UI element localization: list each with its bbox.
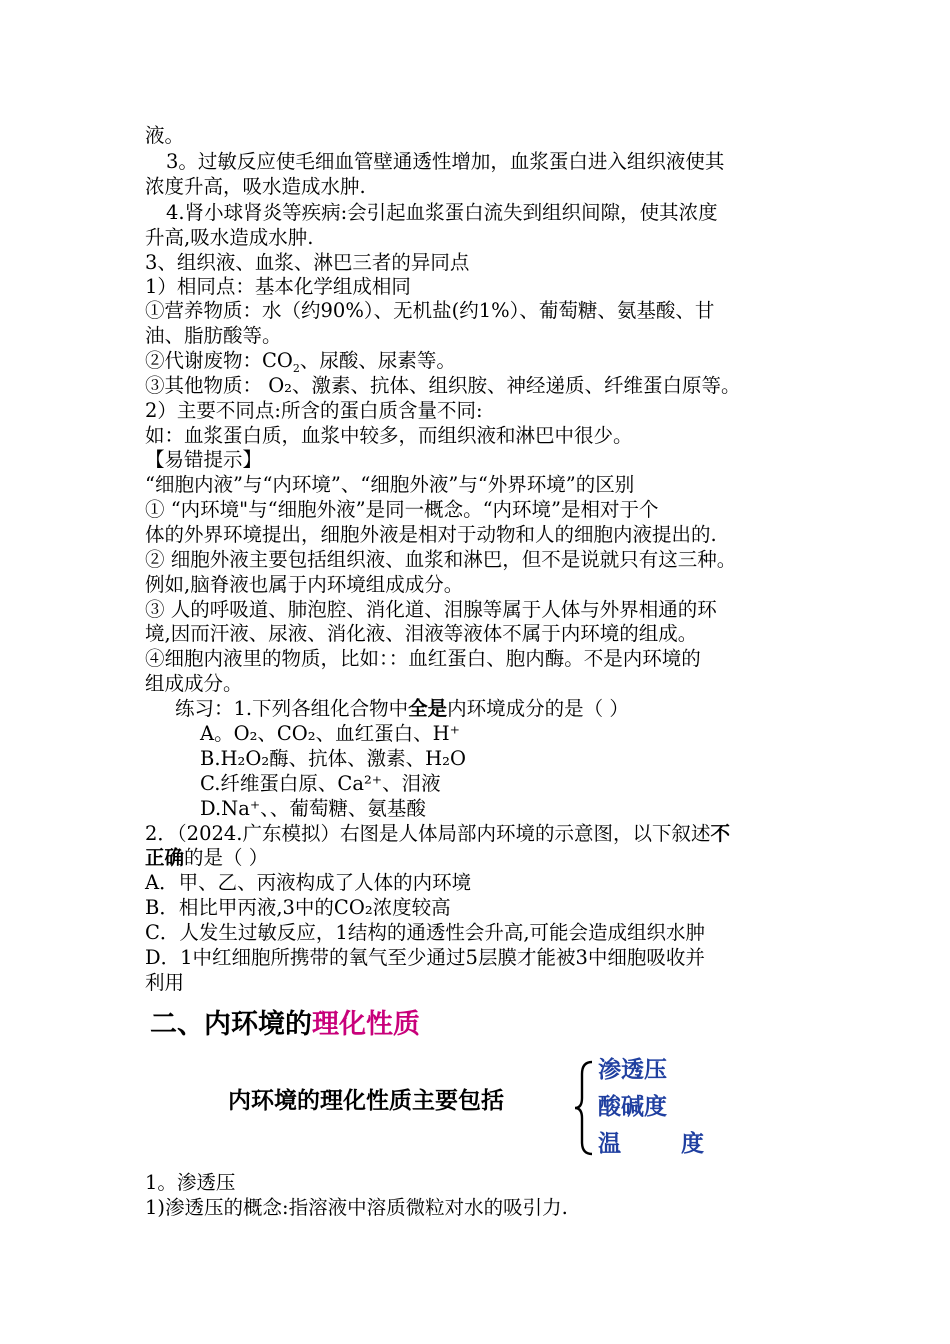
answer-option: D.Na⁺、、葡萄糖、氨基酸 (200, 797, 426, 820)
answer-option: D．1中红细胞所携带的氧气至少通过5层膜才能被3中细胞吸收并 (145, 946, 705, 969)
question-stem (175, 697, 629, 721)
answer-option: A。O₂、CO₂、血红蛋白、H⁺ (200, 722, 460, 745)
subscript: 2 (292, 361, 300, 375)
text-line: ①营养物质：水（约90%）、无机盐(约1%）、葡萄糖、氨基酸、甘 (145, 299, 715, 322)
section-heading: 3、组织液、血浆、淋巴三者的异同点 (145, 251, 470, 274)
heading-highlight: 理化性质 (312, 1009, 420, 1040)
text-line: 组成成分。 (145, 672, 243, 695)
text-line: ② 细胞外液主要包括组织液、血浆和淋巴，但不是说就只有这三种。 (145, 548, 737, 571)
text-line: 境,因而汗液、尿液、消化液、泪液等液体不属于内环境的组成。 (145, 622, 698, 645)
chapter-heading (150, 1008, 420, 1042)
section-heading: 【易错提示】 (145, 448, 263, 471)
text-run: 度 (681, 1131, 704, 1157)
emphasis-text: 不 (710, 822, 730, 845)
answer-option: C．人发生过敏反应，1结构的通透性会升高,可能会造成组织水肿 (145, 921, 706, 944)
heading-text: 二、内环境的 (150, 1009, 312, 1040)
text-line: 2）主要不同点:所含的蛋白质含量不同: (145, 399, 483, 422)
text-line: 4.肾小球肾炎等疾病:会引起血浆蛋白流失到组织间隙，使其浓度 (166, 201, 718, 224)
answer-option: 利用 (145, 971, 185, 994)
text-line: ③ 人的呼吸道、肺泡腔、消化道、泪腺等属于人体与外界相通的环 (145, 598, 717, 621)
text-line: ① “内环境"与“细胞外液”是同一概念。“内环境”是相对于个 (145, 498, 659, 521)
answer-option: B.H₂O₂酶、抗体、激素、H₂O (200, 747, 466, 770)
answer-option: C.纤维蛋白原、Ca²⁺、泪液 (200, 772, 441, 795)
text-run: 的是（ ） (184, 846, 269, 869)
emphasis-text: 正确 (145, 846, 185, 869)
text-line: “细胞内液”与“内环境”、“细胞外液”与“外界环境”的区别 (145, 473, 635, 496)
text-line: 1)渗透压的概念:指溶液中溶质微粒对水的吸引力. (145, 1196, 568, 1219)
question-stem (145, 846, 268, 870)
text-line: ④细胞内液里的物质，比如：：血红蛋白、胞内酶。不是内环境的 (145, 647, 701, 670)
text-line: 浓度升高，吸水造成水肿. (145, 175, 366, 198)
text-line: 体的外界环境提出，细胞外液是相对于动物和人的细胞内液提出的. (145, 523, 717, 546)
text-run: 2．（2024.广东模拟）右图是人体局部内环境的示意图，以下叙述 (145, 822, 711, 845)
text-line: 油、脂肪酸等。 (145, 324, 282, 347)
text-line: ③其他物质： O₂、激素、抗体、组织胺、神经递质、纤维蛋白原等。 (145, 374, 741, 397)
diagram-term: 酸碱度 (598, 1094, 667, 1120)
text-run: 内环境成分的是（ ） (447, 697, 629, 720)
emphasis-text: 全是 (408, 697, 448, 720)
text-line: 1）相同点：基本化学组成相同 (145, 275, 411, 298)
text-run: 温 (598, 1131, 621, 1157)
diagram-term: 渗透压 (598, 1057, 667, 1083)
diagram-label: 内环境的理化性质主要包括 (228, 1088, 504, 1114)
curly-brace-icon (572, 1058, 596, 1158)
text-line: 液。 (145, 124, 185, 147)
text-run: ②代谢废物：CO (145, 349, 293, 372)
text-line (145, 349, 456, 373)
text-run: 、尿酸、尿素等。 (299, 349, 456, 372)
text-line: 3。过敏反应使毛细血管壁通透性增加，血浆蛋白进入组织液使其 (166, 150, 725, 173)
question-stem (145, 822, 730, 846)
diagram-term (598, 1129, 704, 1159)
text-line: 升高,吸水造成水肿. (145, 226, 314, 249)
answer-option: A．甲、乙、丙液构成了人体的内环境 (145, 871, 472, 894)
text-run: 练习：1.下列各组化合物中 (175, 697, 409, 720)
text-line: 如：血浆蛋白质，血浆中较多，而组织液和淋巴中很少。 (145, 424, 633, 447)
text-line: 例如,脑脊液也属于内环境组成成分。 (145, 573, 464, 596)
answer-option: B．相比甲丙液,3中的CO₂浓度较高 (145, 896, 451, 919)
section-heading: 1。渗透压 (145, 1171, 236, 1194)
